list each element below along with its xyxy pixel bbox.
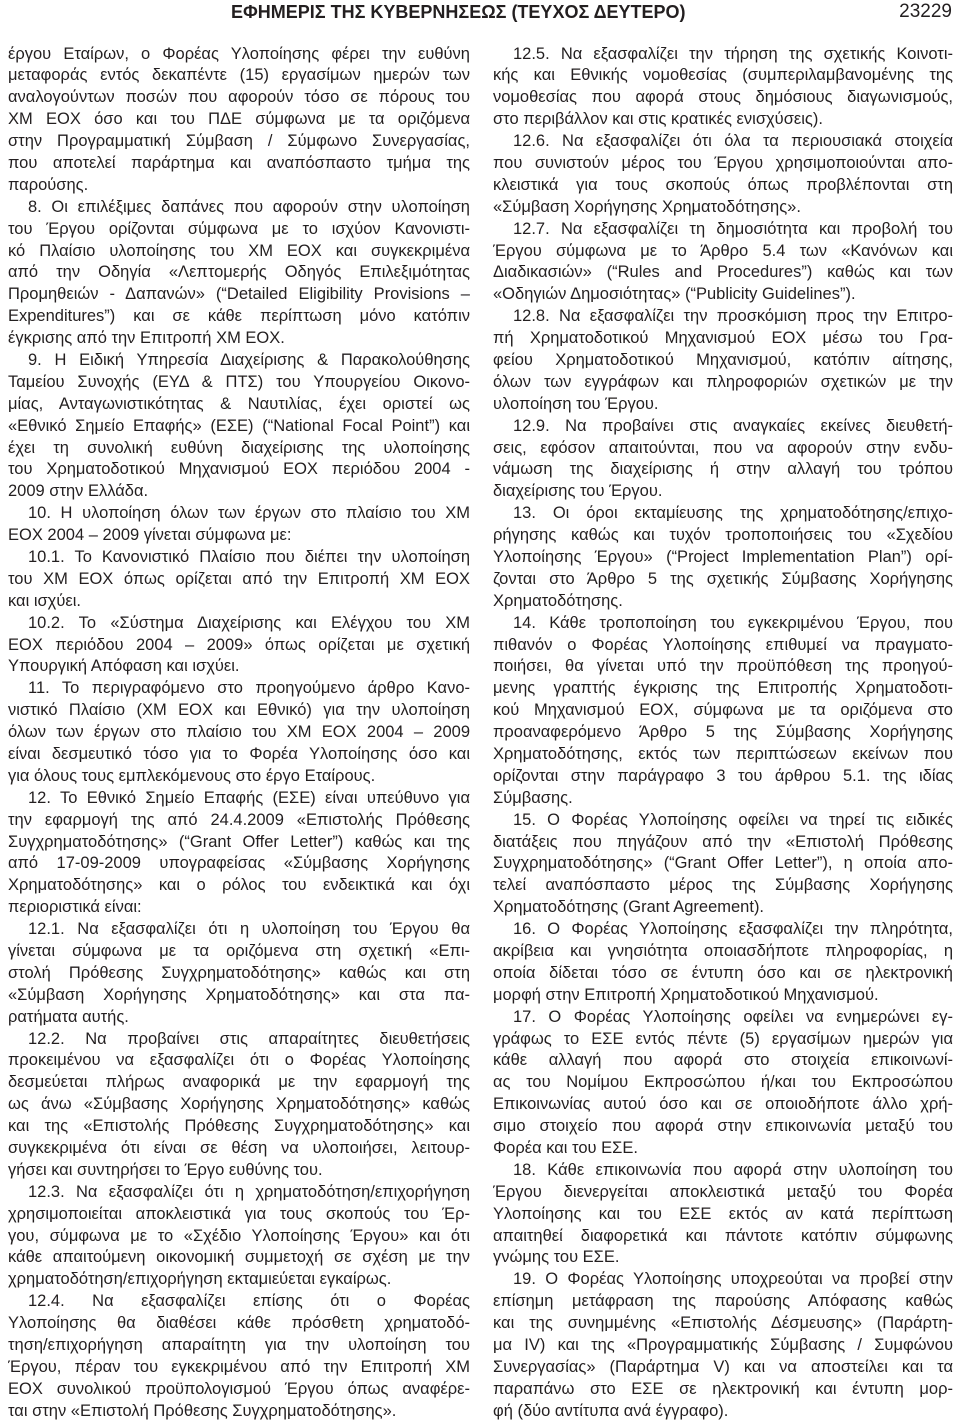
text-line: Έργου σύμφωνα με το Άρθρο 5.4 των «Κανόνων και bbox=[493, 241, 953, 260]
text-line: Συνεργασίας» (Παράρτημα V) και να αποστείλει και τα bbox=[493, 1357, 953, 1376]
text-line: Χρηματοδότησης. bbox=[493, 591, 623, 610]
paragraph bbox=[493, 1007, 953, 1160]
text-line: 10.1. Το Κανονιστικό Πλαίσιο που διέπει την υλοποίηση bbox=[28, 547, 470, 566]
text-line: ρατήματα αυτής. bbox=[8, 1007, 129, 1026]
text-line: μεταφοράς εντός δεκαπέντε (15) εργασίμων ημερών των bbox=[8, 66, 470, 85]
text-line: του ΧΜ ΕΟΧ όπως ορίζεται από την Επιτροπή ΧΜ ΕΟΧ bbox=[8, 569, 470, 588]
text-line: χρηματοδότηση/επιχορήγηση εκταμιεύεται εγκαίρως. bbox=[8, 1270, 392, 1289]
page-number: 23229 bbox=[899, 1, 952, 22]
text-line: 12.3. Να εξασφαλίζει ότι η χρηματοδότηση/επιχορήγηση bbox=[28, 1182, 470, 1201]
text-line: 12.4. Να εξασφαλίζει επίσης ότι ο Φορέας bbox=[28, 1292, 470, 1311]
text-line: προκειμένου να εξασφαλίζει ότι ο Φορέας Υλοποίησης bbox=[8, 1051, 470, 1070]
paragraph bbox=[493, 613, 953, 810]
text-line: τελεί αναπόσπαστο μέρος της Σύμβασης Χορήγησης bbox=[493, 876, 953, 895]
paragraph bbox=[493, 306, 953, 415]
text-line: Έργου, πέραν του εγκεκριμένου από την Επιτροπή ΧΜ bbox=[8, 1357, 470, 1376]
text-line: οποία δίδεται τόσο σε έντυπη όσο και σε ηλεκτρονική bbox=[493, 963, 953, 982]
text-line: 15. Ο Φορέας Υλοποίησης οφείλει να τηρεί τις ειδικές bbox=[513, 810, 953, 829]
text-line: 19. Ο Φορέας Υλοποίησης υποχρεούται να προβεί στην bbox=[513, 1270, 953, 1289]
text-line: Επικοινωνίας αυτού όσο και σε οποιοδήποτε άλλο χρή- bbox=[493, 1095, 953, 1114]
text-line: χρησιμοποιείται αποκλειστικά για τους σκοπούς του Έρ- bbox=[8, 1204, 470, 1223]
text-line: ως άνω «Σύμβασης Χορήγησης Χρηματοδότησης» καθώς bbox=[8, 1095, 470, 1114]
text-line: νιστικό Πλαίσιο (ΧΜ ΕΟΧ και Εθνικό) για την υλοποίηση bbox=[8, 701, 470, 720]
text-line: 16. Ο Φορέας Υλοποίησης εξασφαλίζει την πληρότητα, bbox=[513, 920, 953, 939]
text-line: και της συνημμένης «Επιστολής Δέσμευσης» (Παράρτη- bbox=[493, 1314, 953, 1333]
text-line: διατάξεις που πηγάζουν από την «Επιστολή Πρόθεσης bbox=[493, 832, 953, 851]
text-line: Διαδικασιών» (“Rules and Procedures”) καθώς και των bbox=[493, 263, 953, 282]
text-line: 9. Η Ειδική Υπηρεσία Διαχείρισης & Παρακολούθησης bbox=[28, 350, 470, 369]
text-line: φείου Χρηματοδοτικού Μηχανισμού, κατόπιν αίτησης, bbox=[493, 350, 953, 369]
text-line: που συνιστούν μέρος του Έργου χρησιμοποιούνται απο- bbox=[493, 153, 953, 172]
text-line: από την Οδηγία «Λεπτομερής Οδηγός Επιλεξιμότητας bbox=[8, 263, 470, 282]
text-line: 12.9. Να προβαίνει στις αναγκαίες εκείνες διευθετή- bbox=[513, 416, 953, 435]
text-line: γου, σύμφωνα με το «Σχέδιο Υλοποίησης Έργου» και ότι bbox=[8, 1226, 470, 1245]
text-line: 12. Το Εθνικό Σημείο Επαφής (ΕΣΕ) είναι υπεύθυνο για bbox=[28, 788, 470, 807]
paragraph bbox=[493, 219, 953, 307]
text-line: «Οδηγιών Δημοσιότητας» (“Publicity Guidelines”). bbox=[493, 285, 856, 304]
paragraph bbox=[8, 44, 470, 197]
text-line: 12.7. Να εξασφαλίζει τη δημοσιότητα και προβολή του bbox=[513, 219, 953, 238]
text-line: κό Πλαίσιο υλοποίησης του ΧΜ ΕΟΧ και συγκεκριμένα bbox=[8, 241, 470, 260]
text-line: επίσημη μετάφραση της παρούσης Απόφασης καθώς bbox=[493, 1292, 953, 1311]
text-line: μενης γραπτής έγκρισης της Επιτροπής Χρηματοδοτι- bbox=[493, 679, 953, 698]
text-line: Συγχρηματοδότησης» (“Grant Offer Letter”) καθώς και της bbox=[8, 832, 470, 851]
text-line: 2009 στην Ελλάδα. bbox=[8, 482, 149, 501]
text-line: «Εθνικό Σημείο Επαφής» (ΕΣΕ) (“National Focal Point”) και bbox=[8, 416, 470, 435]
text-line: για όλους τους εμπλεκόμενους στο έργο Εταίρους. bbox=[8, 766, 376, 785]
text-line: 18. Κάθε επικοινωνία που αφορά στην υλοποίηση του bbox=[513, 1160, 953, 1179]
text-line: ται στην «Επιστολή Πρόθεσης Συγχρηματοδότησης». bbox=[8, 1401, 397, 1420]
text-line: συγκεκριμένα ότι είναι σε θέση να υλοποιήσει, λειτουρ- bbox=[8, 1139, 470, 1158]
paragraph bbox=[8, 503, 470, 547]
text-line: 11. Το περιγραφόμενο στο προηγούμενο άρθρο Κανο- bbox=[28, 679, 470, 698]
text-line: Ταμείου Συνοχής (ΕΥΔ & ΠΤΣ) του Υπουργείου Οικονο- bbox=[8, 372, 470, 391]
paragraph bbox=[8, 919, 470, 1028]
text-line: ΕΟΧ περιόδου 2004 – 2009» όπως ορίζεται με σχετική bbox=[8, 635, 470, 654]
paragraph bbox=[493, 131, 953, 219]
text-line: Συγχρηματοδότησης» (“Grant Offer Letter”), η οποία απο- bbox=[493, 854, 953, 873]
text-line: Υπουργική Απόφαση και ισχύει. bbox=[8, 657, 240, 676]
text-line: γίνεται σύμφωνα με τα οριζόμενα στη σχετική «Επι- bbox=[8, 942, 470, 961]
text-line: μορφή στην Επιτροπή Χρηματοδοτικού Μηχανισμού. bbox=[493, 985, 879, 1004]
paragraph bbox=[493, 1160, 953, 1269]
text-line: φή (δύο αντίτυπα ανά έγγραφο). bbox=[493, 1401, 729, 1420]
text-line: 8. Οι επιλέξιμες δαπάνες που αφορούν στην υλοποίηση bbox=[28, 197, 470, 216]
text-line: στολή Πρόθεσης Συγχρηματοδότησης» καθώς και στη bbox=[8, 963, 470, 982]
text-line: τηση/επιχορήγηση απαραίτητη για την υλοποίηση του bbox=[8, 1336, 470, 1355]
text-line: ΧΜ ΕΟΧ όσο και του ΠΔΕ σύμφωνα με τα οριζόμενα bbox=[8, 110, 470, 129]
text-line: έργου Εταίρων, ο Φορέας Υλοποίησης φέρει την ευθύνη bbox=[8, 44, 470, 63]
text-line: δεσμεύεται πλήρως αναφορικά με την εφαρμογή της bbox=[8, 1073, 470, 1092]
text-line: 10.2. Το «Σύστημα Διαχείρισης και Ελέγχου του ΧΜ bbox=[28, 613, 470, 632]
text-line: Χρηματοδότησης» και ο ρόλος του ενδεικτικά και όχι bbox=[8, 876, 470, 895]
text-line: 17. Ο Φορέας Υλοποίησης οφείλει να ενημερώνει εγ- bbox=[513, 1007, 953, 1026]
paragraph bbox=[8, 1291, 470, 1422]
text-line: προαναφερόμενο Άρθρο 5 της Σύμβασης Χορήγησης bbox=[493, 723, 953, 742]
text-line: 12.1. Να εξασφαλίζει ότι η υλοποίηση του Έργου θα bbox=[28, 920, 470, 939]
text-line: γράφως το ΕΣΕ εντός πέντε (5) εργασίμων ημερών για bbox=[493, 1029, 953, 1048]
text-line: 12.2. Να προβαίνει στις απαραίτητες διευθετήσεις bbox=[28, 1029, 470, 1048]
text-column-right bbox=[493, 44, 953, 1423]
text-line: όλων των εγγράφων και πληροφοριών σχετικών με την bbox=[493, 372, 953, 391]
text-line: παρούσης. bbox=[8, 175, 89, 194]
text-line: κάθε αλλαγή που αφορά στο στοιχεία επικοινωνί- bbox=[493, 1051, 953, 1070]
paragraph bbox=[8, 1182, 470, 1291]
paragraph bbox=[493, 416, 953, 504]
text-line: υλοποίηση του Έργου. bbox=[493, 394, 659, 413]
text-line: Έργου διενεργείται αποκλειστικά μεταξύ του Φορέα bbox=[493, 1182, 953, 1201]
text-line: 10. Η υλοποίηση όλων των έργων στο πλαίσιο του ΧΜ bbox=[28, 504, 470, 523]
text-line: ας του Νομίμου Εκπροσώπου ή/και του Εκπροσώπου bbox=[493, 1073, 953, 1092]
text-line: γνώμης του ΕΣΕ. bbox=[493, 1248, 620, 1267]
text-line: και ισχύει. bbox=[8, 591, 81, 610]
paragraph bbox=[8, 1029, 470, 1182]
paragraph bbox=[8, 547, 470, 613]
text-line: ορίζονται στην παράγραφο 3 του άρθρου 5.1. της ιδίας bbox=[493, 766, 953, 785]
text-line: από 17-09-2009 υπογραφείσας «Σύμβασης Χορήγησης bbox=[8, 854, 470, 873]
text-line: ακρίβεια και γνησιότητα οποιασδήποτε πληροφορίας, η bbox=[493, 942, 953, 961]
text-line: μα IV) και της «Προγραμματικής Σύμβασης / Συμφώνου bbox=[493, 1336, 953, 1355]
text-column-left bbox=[8, 44, 470, 1423]
paragraph bbox=[493, 503, 953, 612]
text-line: την εφαρμογή της από 24.4.2009 «Επιστολής Πρόθεσης bbox=[8, 810, 470, 829]
text-line: έγκρισης από την Επιτροπή ΧΜ ΕΟΧ. bbox=[8, 329, 285, 348]
text-line: ρήγησης καθώς και τυχόν τροποποιήσεις του «Σχεδίου bbox=[493, 526, 953, 545]
text-line: μίας, Ανταγωνιστικότητας & Ναυτιλίας, έχει οριστεί ως bbox=[8, 394, 470, 413]
text-line: Προμηθειών - Δαπανών» (“Detailed Eligibility Provisions – bbox=[8, 285, 470, 304]
text-line: Φορέα και του ΕΣΕ. bbox=[493, 1139, 638, 1158]
text-line: νάμωση της διαχείρισης ή στην αλλαγή του τρόπου bbox=[493, 460, 953, 479]
text-line: Expenditures”) και σε κάθε περίπτωση μόνο κατόπιν bbox=[8, 307, 470, 326]
text-line: κλειστικά για τους σκοπούς όπως προβλέπονται στη bbox=[493, 175, 953, 194]
text-line: του Χρηματοδοτικού Μηχανισμού ΕΟΧ περιόδου 2004 - bbox=[8, 460, 470, 479]
text-line: περιοριστικά είναι: bbox=[8, 898, 142, 917]
text-line: όλων των έργων στο πλαίσιο του ΧΜ ΕΟΧ 2004 – 2009 bbox=[8, 723, 470, 742]
text-line: «Σύμβαση Χορήγησης Χρηματοδότησης». bbox=[493, 197, 801, 216]
text-line: Υλοποίησης θα διαθέσει κάθε πρόσθετη χρηματοδό- bbox=[8, 1314, 470, 1333]
text-line: πιθανόν ο Φορέας Υλοποίησης επιθυμεί να πραγματο- bbox=[493, 635, 953, 654]
text-line: 14. Κάθε τροποποίηση του εγκεκριμένου Έργου, που bbox=[513, 613, 953, 632]
text-line: παραπάνω στο ΕΣΕ σε ηλεκτρονική και έντυπη μορ- bbox=[493, 1379, 953, 1398]
text-line: ζονται στο Άρθρο 5 της σχετικής Σύμβασης Χορήγησης bbox=[493, 569, 953, 588]
paragraph bbox=[8, 613, 470, 679]
paragraph bbox=[8, 678, 470, 787]
text-line: «Σύμβαση Χορήγησης Χρηματοδότησης» και στα πα- bbox=[8, 985, 470, 1004]
text-line: πή Χρηματοδοτικού Μηχανισμού ΕΟΧ μέσω του Γρα- bbox=[493, 329, 953, 348]
text-line: Υλοποίησης Έργου» (“Project Implementation Plan”) ορί- bbox=[493, 547, 953, 566]
text-line: γήσει και συντηρήσει το Έργο ευθύνης του. bbox=[8, 1160, 323, 1179]
text-line: είναι δεσμευτικό τόσο για το Φορέα Υλοποίησης όσο και bbox=[8, 745, 470, 763]
paragraph bbox=[493, 44, 953, 132]
text-line: 12.8. Να εξασφαλίζει την προσκόμιση προς την Επιτρο- bbox=[513, 307, 953, 326]
text-line: 12.5. Να εξασφαλίζει την τήρηση της σχετικής Κοινοτι- bbox=[513, 44, 953, 63]
running-header-title: ΕΦΗΜΕΡΙΣ ΤΗΣ ΚΥΒΕΡΝΗΣΕΩΣ (ΤΕΥΧΟΣ ΔΕΥΤΕΡΟ) bbox=[231, 2, 686, 22]
text-line: κάθε απαιτούμενη οικονομική συμμετοχή σε σχέση με την bbox=[8, 1248, 470, 1267]
text-line: που αποτελεί παράρτημα και αναπόσπαστο τμήμα της bbox=[8, 153, 470, 172]
text-line: ΕΟΧ συνολικού προϋπολογισμού Έργου όπως αναφέρε- bbox=[8, 1379, 470, 1398]
text-line: 13. Οι όροι εκταμίευσης της χρηματοδότησης/επιχο- bbox=[513, 504, 953, 523]
text-line: αναλογούντων ποσών που αφορούν τόσο σε πόρους του bbox=[8, 88, 470, 107]
paragraph bbox=[8, 350, 470, 503]
text-line: κού Μηχανισμού ΕΟΧ, σύμφωνα με τα οριζόμενα στο bbox=[493, 701, 953, 720]
text-line: νομοθεσίας που αφορά στους δημόσιους διαγωνισμούς, bbox=[493, 88, 953, 107]
text-line: στο περιβάλλον και στις κρατικές ενισχύσεις). bbox=[493, 110, 823, 129]
paragraph bbox=[493, 919, 953, 1007]
text-line: ποιήσει, θα γίνεται υπό την προϋπόθεση της προηγού- bbox=[493, 657, 953, 676]
paragraph bbox=[493, 1269, 953, 1422]
text-line: σιμο στοιχείο που αφορά στην επικοινωνία μεταξύ του bbox=[493, 1117, 953, 1136]
text-line: στην Προγραμματική Σύμβαση / Σύμφωνο Συνεργασίας, bbox=[8, 132, 470, 151]
text-line: κής και Εθνικής νομοθεσίας (συμπεριλαμβανομένης της bbox=[493, 66, 953, 85]
text-line: και της «Επιστολής Πρόθεσης Συγχρηματοδότησης» και bbox=[8, 1117, 470, 1136]
text-line: Χρηματοδότησης (Grant Agreement). bbox=[493, 898, 765, 917]
paragraph bbox=[493, 810, 953, 919]
text-line: Υλοποίησης και του ΕΣΕ εκτός αν κατά περίπτωση bbox=[493, 1204, 953, 1223]
text-line: σεις, εφόσον απαιτούνται, που να αφορούν στην ενδυ- bbox=[493, 438, 953, 457]
text-line: έχει τη συνολική ευθύνη διαχείρισης της υλοποίησης bbox=[8, 438, 470, 457]
text-line: ΕΟΧ 2004 – 2009 γίνεται σύμφωνα με: bbox=[8, 526, 292, 545]
text-line: διαχείρισης του Έργου. bbox=[493, 482, 663, 501]
paragraph bbox=[8, 788, 470, 919]
text-line: Σύμβασης. bbox=[493, 788, 573, 807]
text-line: 12.6. Να εξασφαλίζει ότι όλα τα περιουσιακά στοιχεία bbox=[513, 132, 953, 151]
text-line: απαιτηθεί διαφορετικά και πάντοτε κατόπιν σύμφωνης bbox=[493, 1226, 953, 1245]
text-line: του Έργου ορίζονται σύμφωνα με το ισχύον Κανονιστι- bbox=[8, 219, 470, 238]
text-line: Χρηματοδότησης, εκτός των περιπτώσεων εκείνων που bbox=[493, 745, 953, 763]
paragraph bbox=[8, 197, 470, 350]
